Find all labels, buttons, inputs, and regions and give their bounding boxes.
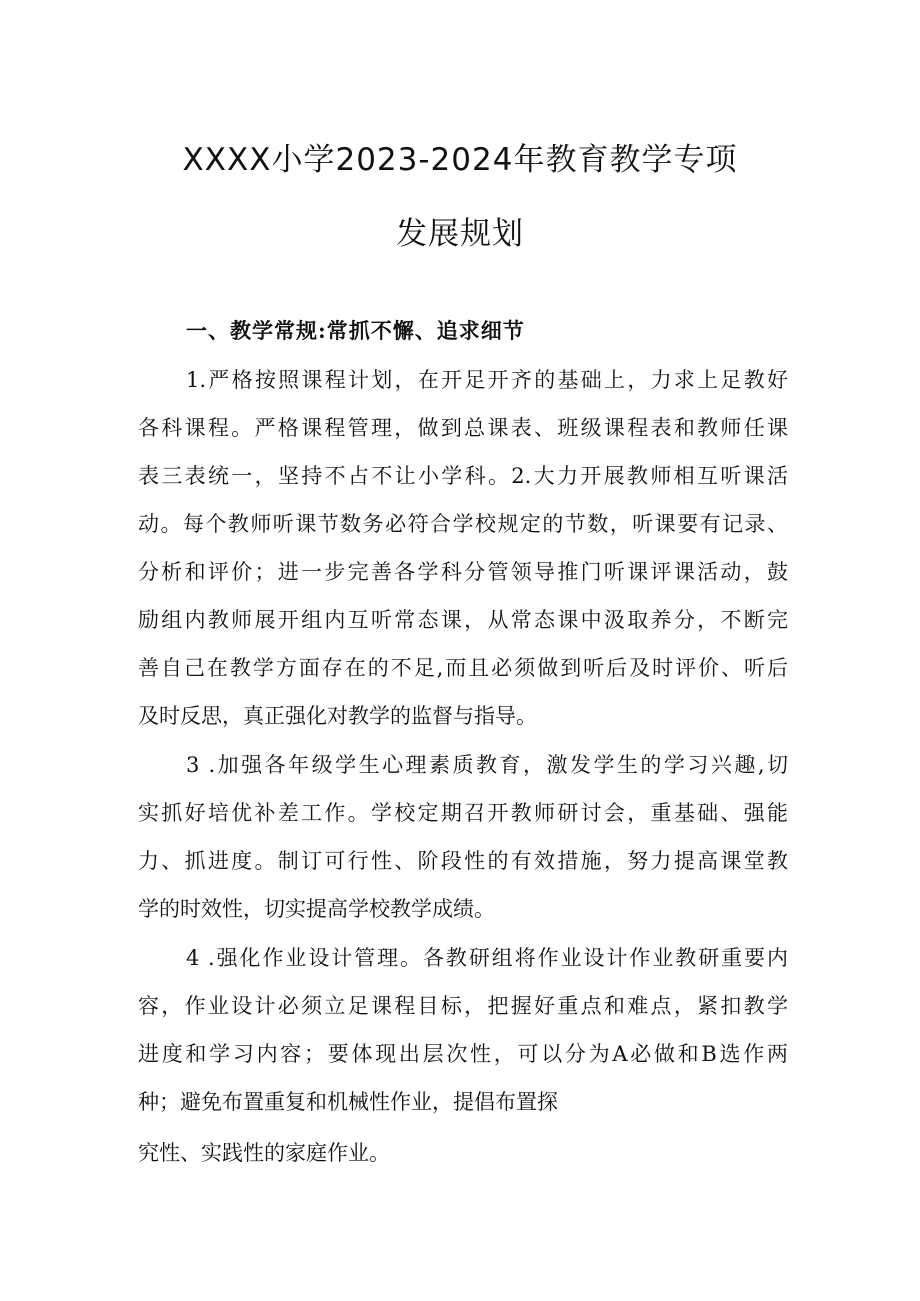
paragraph-line: 学的时效性，切实提高学校教学成绩。 xyxy=(138,897,495,921)
document-title-line-2: 发展规划 xyxy=(396,216,524,252)
paragraph-line: 力、抓进度。制订可行性、阶段性的有效措施，努力提高课堂教 xyxy=(138,849,788,873)
paragraph-line: 各科课程。严格课程管理，做到总课表、班级课程表和教师任课 xyxy=(138,416,788,440)
paragraph-line: 善自己在教学方面存在的不足,而且必须做到听后及时评价、听后 xyxy=(138,656,788,680)
paragraph-line: 分析和评价；进一步完善各学科分管领导推门听课评课活动，鼓 xyxy=(138,560,788,584)
paragraph-line: 表三表统一，坚持不占不让小学科。2.大力开展教师相互听课活 xyxy=(138,464,788,488)
paragraph-line: 实抓好培优补差工作。学校定期召开教师研讨会，重基础、强能 xyxy=(138,801,788,825)
paragraph-line: 进度和学习内容；要体现出层次性，可以分为A必做和B选作两 xyxy=(138,1042,788,1066)
paragraph-line: 种；避免布置重复和机械性作业，提倡布置探 xyxy=(138,1090,558,1114)
document-title-line-1: XXXX小学2023-2024年教育教学专项 xyxy=(182,142,738,178)
paragraph-line: 3 .加强各年级学生心理素质教育，激发学生的学习兴趣,切 xyxy=(186,753,788,777)
paragraph-line: 4 .强化作业设计管理。各教研组将作业设计作业教研重要内 xyxy=(186,946,788,970)
paragraph-line: 动。每个教师听课节数务必符合学校规定的节数，听课要有记录、 xyxy=(138,512,788,536)
section-heading: 一、教学常规:常抓不懈、追求细节 xyxy=(186,318,525,343)
paragraph-line: 1.严格按照课程计划，在开足开齐的基础上，力求上足教好 xyxy=(186,368,788,392)
paragraph-line: 容，作业设计必须立足课程目标，把握好重点和难点，紧扣教学 xyxy=(138,994,788,1018)
paragraph-line: 励组内教师展开组内互听常态课，从常态课中汲取养分，不断完 xyxy=(138,608,788,632)
paragraph-line: 究性、实践性的家庭作业。 xyxy=(138,1141,390,1165)
paragraph-line: 及时反思，真正强化对教学的监督与指导。 xyxy=(138,704,537,728)
